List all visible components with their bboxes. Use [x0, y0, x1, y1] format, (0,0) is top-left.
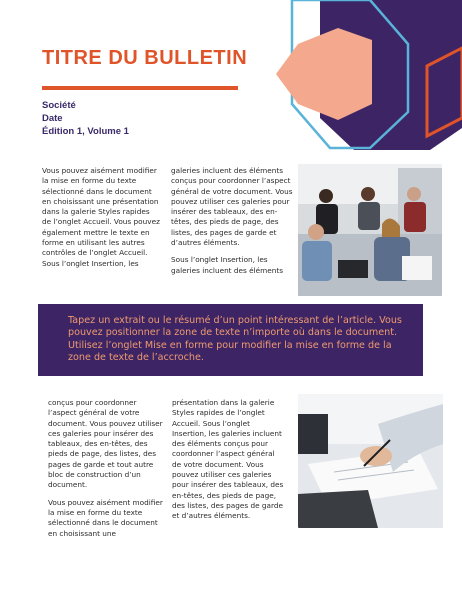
team-meeting-photo [298, 164, 442, 296]
issue-date: Date [42, 113, 63, 124]
body-column-3 [48, 398, 166, 546]
company-name: Société [42, 100, 76, 111]
paragraph: conçus pour coordonner l’aspect général de votre document. Vous pouvez utiliser ces galeries pour insérer des tableaux, des en-têtes, des pieds de page, des listes, des pages de garde et tout autre bloc de construction d’un document. [48, 398, 163, 490]
edition-volume: Édition 1, Volume 1 [42, 126, 129, 137]
title-underline [42, 86, 238, 90]
body-column-2 [171, 166, 293, 283]
paragraph: Vous pouvez aisément modifier la mise en forme du texte sélectionné dans le document en choisissant une [48, 497, 163, 538]
newsletter-title: TITRE DU BULLETIN [42, 47, 248, 69]
paragraph: présentation dans la galerie Styles rapides de l’onglet Accueil. Sous l’onglet Insertion, les galeries incluent des éléments conçus pour coordonner l’aspect général de votre document. Vous pouvez utiliser ces galeries pour insérer des tableaux, des en-têtes, des pieds de page, des listes, des pages de garde et d’autres éléments. [172, 398, 284, 521]
paragraph: galeries incluent des éléments conçus pour coordonner l’aspect général de votre document. Vous pouvez utiliser ces galeries pour insérer des tableaux, des en-têtes, des pieds de page, des listes, des pages de garde et d’autres éléments. [171, 166, 293, 248]
body-column-1 [42, 166, 160, 276]
paragraph: Sous l’onglet Insertion, les galeries incluent des éléments [171, 255, 284, 275]
hexagon-graphic [262, 0, 462, 160]
pull-quote-text: Tapez un extrait ou le résumé d’un point intéressant de l’article. Vous pouvez positionner la zone de texte n’importe où dans le document. Utilisez l’onglet Mise en forme pour modifier la mise en forme de la zone de texte de l’accroche. [68, 315, 402, 363]
paragraph: Vous pouvez aisément modifier la mise en forme du texte sélectionné dans le document en choisissant une présentation dans la galerie Styles rapides de l’onglet Accueil. Vous pouvez également mettre le texte en forme en utilisant les autres contrôles de l’onglet Accueil. Sous l’onglet Insertion, les [42, 166, 160, 268]
peach-hexagon [276, 28, 372, 120]
hands-writing-laptop-photo [298, 394, 443, 528]
body-column-4 [172, 398, 284, 529]
